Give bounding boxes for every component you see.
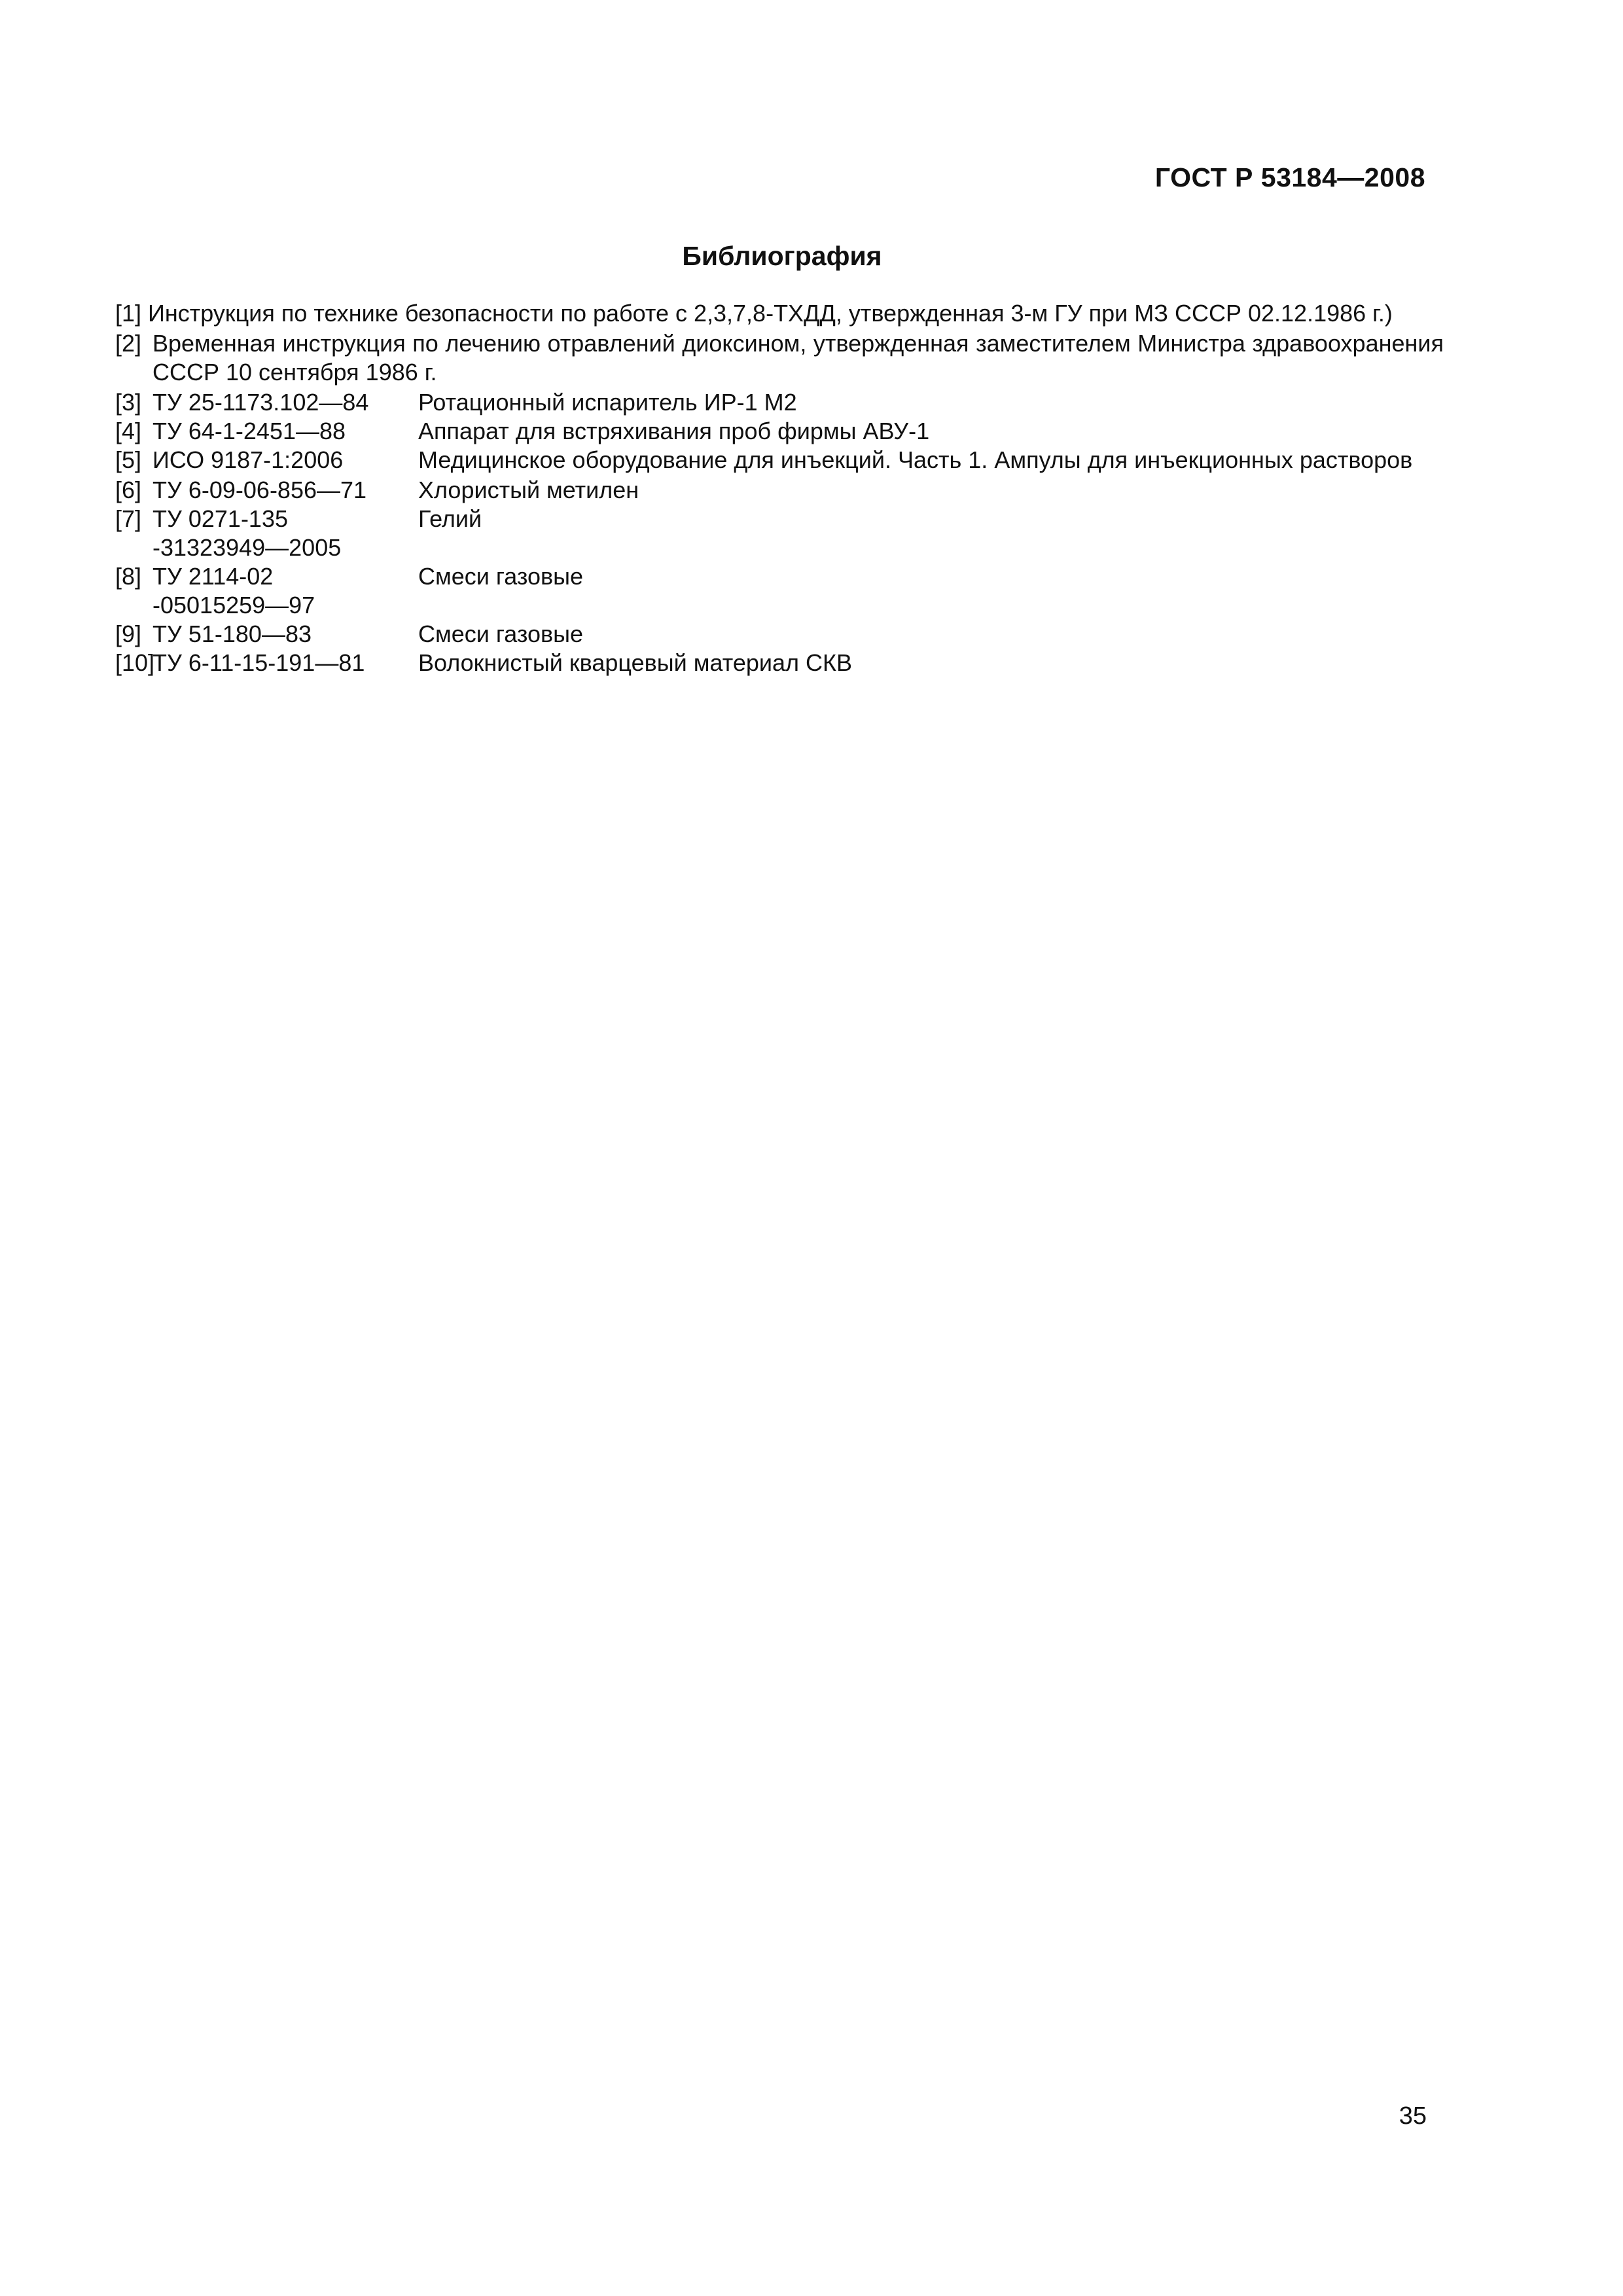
bibliography-item	[115, 649, 1444, 677]
item-code-line: -31323949—2005	[152, 534, 342, 561]
section-title: Библиография	[682, 241, 882, 271]
bibliography-item	[115, 620, 1444, 649]
bibliography-item	[115, 417, 1444, 446]
item-code: ТУ 25-1173.102—84	[152, 389, 369, 416]
bibliography-item	[115, 505, 1444, 562]
item-code: ТУ 6-11-15-191—81	[152, 649, 365, 676]
item-code-line: -05015259—97	[152, 592, 315, 619]
document-code: ГОСТ Р 53184—2008	[1154, 162, 1425, 192]
item-code: ТУ 6-09-06-856—71	[152, 476, 367, 503]
item-number: [3]	[115, 389, 142, 416]
item-number: [5]	[115, 446, 142, 473]
item-code: ТУ 51-180—83	[152, 620, 312, 647]
item-title: Смеси газовые	[418, 620, 583, 647]
item-number: [10]	[115, 649, 155, 676]
page-number: 35	[1399, 2102, 1427, 2130]
item-title: Гелий	[418, 505, 482, 532]
item-title: Медицинское оборудование для инъекций. Часть 1. Ампулы для инъекционных растворов	[418, 446, 1413, 473]
item-title: Хлористый метилен	[418, 476, 639, 503]
item-number: [7]	[115, 505, 142, 532]
item-title: Ротационный испаритель ИР-1 М2	[418, 389, 797, 416]
item-code	[152, 505, 418, 562]
item-title: Смеси газовые	[418, 563, 583, 590]
item-code	[152, 562, 418, 620]
bibliography-item	[115, 329, 1444, 387]
item-number: [2]	[115, 330, 142, 357]
item-title: Волокнистый кварцевый материал СКВ	[418, 649, 852, 676]
item-title: Аппарат для встряхивания проб фирмы АВУ-1	[418, 418, 930, 444]
bibliography-item	[115, 562, 1444, 620]
item-code-line: ТУ 2114-02	[152, 563, 274, 590]
item-number: [9]	[115, 620, 142, 647]
item-code-line: ТУ 0271-135	[152, 505, 288, 532]
item-number: [4]	[115, 418, 142, 444]
item-number: [1]	[115, 300, 142, 327]
item-text: Инструкция по технике безопасности по работе с 2,3,7,8-ТХДД, утвержденная 3-м ГУ при МЗ СССР 02.12.1986 г.)	[148, 300, 1393, 327]
item-number: [8]	[115, 563, 142, 590]
bibliography-list	[115, 299, 1444, 677]
bibliography-item	[115, 388, 1444, 417]
bibliography-item	[115, 476, 1444, 505]
item-code: ТУ 64-1-2451—88	[152, 418, 346, 444]
bibliography-item	[115, 299, 1444, 328]
item-code: ИСО 9187-1:2006	[152, 446, 344, 473]
bibliography-item	[115, 446, 1444, 475]
item-text: Временная инструкция по лечению отравлений диоксином, утвержденная заместителем Министра здравоохранения СССР 10 сентября 1986 г.	[152, 330, 1444, 386]
item-number: [6]	[115, 476, 142, 503]
